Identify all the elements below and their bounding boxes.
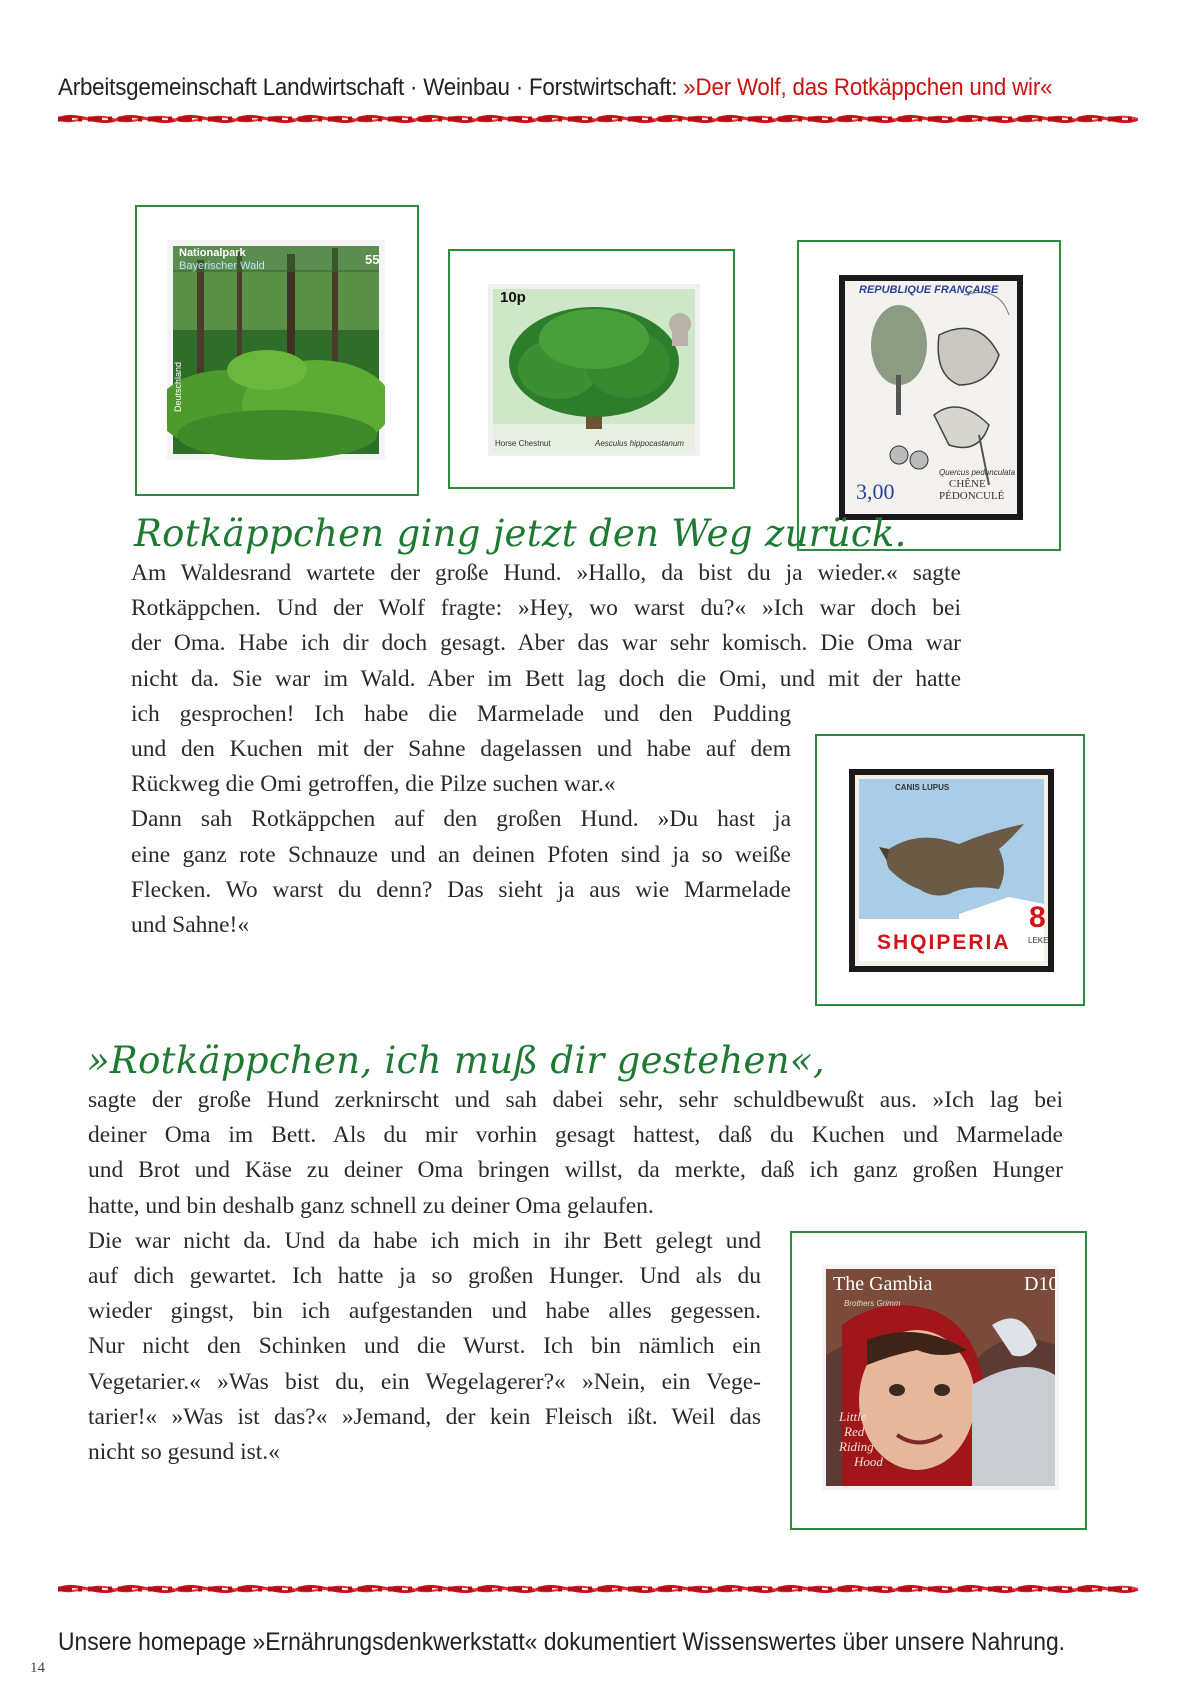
stamp-uk-value: 10p — [500, 289, 526, 306]
stamp-germany-forest — [167, 240, 385, 460]
section1-line: Am Waldesrand wartete der große Hund. »Hallo, da bist du ja wieder.« sagte — [131, 560, 961, 586]
stamp-gambia-country: The Gambia — [833, 1273, 933, 1295]
stamp-albania-label: CANIS LUPUS — [895, 783, 950, 792]
stamp-france-latin: Quercus pedunculata — [939, 468, 1016, 477]
section1-line: und den Kuchen mit der Sahne dagelassen und habe auf dem — [131, 736, 791, 763]
section2-line: hatte, und bin deshalb ganz schnell zu deiner Oma gelaufen. — [88, 1192, 654, 1219]
stamp-france-name-1: CHÊNE — [949, 478, 986, 490]
stamp-frame-germany — [135, 205, 419, 496]
stamp-frame-france — [797, 240, 1061, 551]
section1-line: nicht da. Sie war im Wald. Aber im Bett lag doch die Omi, und mit der hatte — [131, 665, 961, 692]
page-header — [58, 74, 1081, 102]
section1-line: Dann sah Rotkäppchen auf den großen Hund. »Du hast ja — [131, 806, 791, 833]
header-highlight: »Der Wolf, das Rotkäppchen und wir« — [683, 74, 1053, 101]
section1-line: Flecken. Wo warst du denn? Das sieht ja aus wie Marmelade — [131, 876, 791, 903]
stamp-frame-gambia — [790, 1231, 1087, 1530]
section1-line: eine ganz rote Schnauze und an deinen Pfoten sind ja so weiße — [131, 841, 791, 868]
stamp-uk-caption-left: Horse Chestnut — [495, 439, 551, 448]
page-footer: Unsere homepage »Ernährungsdenkwerkstatt« dokumentiert Wissenswertes über unsere Nahrung. — [58, 1628, 1066, 1656]
top-ornament-divider — [58, 108, 1138, 130]
section1-line: der Oma. Habe ich dir doch gesagt. Aber das war sehr komisch. Die Oma war — [131, 630, 961, 657]
stamp-gambia-title-4: Hood — [854, 1454, 883, 1469]
stamp-france-country: REPUBLIQUE FRANÇAISE — [859, 284, 999, 296]
stamp-gambia-title-2: Red — [844, 1424, 865, 1439]
stamp-gambia-title-1: Little — [839, 1409, 867, 1424]
section2-line: Die war nicht da. Und da habe ich mich in ihr Bett gelegt und — [88, 1227, 761, 1254]
stamp-uk-caption-right: Aesculus hippocastanum — [595, 439, 684, 448]
stamp-germany-title: Nationalpark — [179, 247, 246, 259]
stamp-gambia-subtitle: Brothers Grimm — [844, 1299, 901, 1308]
stamp-gambia-value: D10 — [1024, 1273, 1059, 1295]
stamp-uk-chestnut — [488, 284, 700, 456]
section2-line: tarier!« »Was ist das?« »Jemand, der kein Fleisch ißt. Weil das — [88, 1403, 761, 1430]
page-number: 14 — [30, 1660, 45, 1676]
section2-line: deiner Oma im Bett. Als du mir vorhin gesagt hattest, daß du Kuchen und Marmelade — [88, 1122, 1063, 1149]
section1-line: und Sahne!« — [131, 912, 250, 939]
stamp-frame-uk — [448, 249, 735, 489]
stamp-frame-albania — [815, 734, 1085, 1006]
section2-line: auf dich gewartet. Ich hatte ja so großen Hunger. Und als du — [88, 1263, 761, 1290]
section2-line: und Brot und Käse zu deiner Oma bringen willst, da merkte, daß ich ganz großen Hunger — [88, 1157, 1063, 1184]
section2-line: Nur nicht den Schinken und die Wurst. Ich bin nämlich ein — [88, 1333, 761, 1360]
header-text: Arbeitsgemeinschaft Landwirtschaft · Weinbau · Forstwirtschaft: — [58, 74, 684, 101]
stamp-albania-currency: LEKE — [1028, 936, 1049, 945]
section2-line: sagte der große Hund zerknirscht und sah dabei sehr, sehr schuldbewußt aus. »Ich lag bei — [88, 1087, 1063, 1113]
stamp-france-name-2: PÉDONCULÉ — [939, 490, 1005, 502]
section1-title: Rotkäppchen ging jetzt den Weg zurück. — [134, 512, 907, 555]
stamp-france-value: 3,00 — [856, 479, 895, 504]
section1-line: Rückweg die Omi getroffen, die Pilze suchen war.« — [131, 771, 616, 798]
stamp-germany-subtitle: Bayerischer Wald — [179, 260, 265, 272]
section2-line: Vegetarier.« »Was bist du, ein Wegelagerer?« »Nein, ein Vege- — [88, 1368, 761, 1395]
section2-line: nicht so gesund ist.« — [88, 1439, 280, 1466]
stamp-albania-country: SHQIPERIA — [877, 931, 1011, 954]
bottom-ornament-divider — [58, 1578, 1138, 1600]
section2-line: wieder gingst, bin ich aufgestanden und habe alles gegessen. — [88, 1298, 761, 1325]
stamp-albania-value: 8 — [1029, 901, 1046, 934]
stamp-germany-country: Deutschland — [173, 361, 183, 412]
stamp-germany-value: 55 — [365, 252, 380, 267]
section1-line: Rotkäppchen. Und der Wolf fragte: »Hey, wo warst du?« »Ich war doch bei — [131, 595, 961, 622]
stamp-gambia-title-3: Riding — [839, 1439, 874, 1454]
section2-title: »Rotkäppchen, ich muß dir gestehen«, — [87, 1039, 825, 1082]
section1-line: ich gesprochen! Ich habe die Marmelade und den Pudding — [131, 700, 791, 727]
